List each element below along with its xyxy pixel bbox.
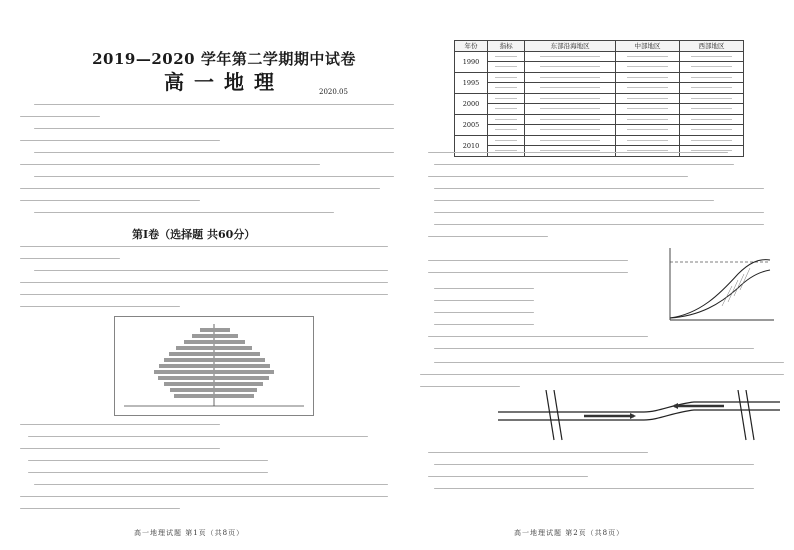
col-indicator: 指标: [488, 41, 525, 52]
col-year: 年份: [455, 41, 488, 52]
year-cell: 1995: [455, 72, 488, 93]
table-row: [455, 135, 744, 146]
population-table: [454, 40, 744, 157]
page-1-footer: 高一地理试题 第1页（共8页）: [134, 529, 245, 537]
population-pyramid-figure: [114, 316, 314, 416]
table-row: [455, 83, 744, 94]
year-cell: 2010: [455, 135, 488, 156]
traffic-map-figure: [494, 390, 784, 444]
col-west: 西部地区: [679, 41, 743, 52]
page-2: [414, 0, 788, 550]
col-east: 东部沿海地区: [525, 41, 616, 52]
population-capacity-figure: [660, 244, 778, 330]
table-row: [455, 114, 744, 125]
table-row: [455, 72, 744, 83]
table-row: [455, 51, 744, 62]
table-row: [455, 125, 744, 136]
page-2-footer: 高一地理试题 第2页（共8页）: [514, 529, 625, 537]
table-header-row: [455, 41, 744, 52]
year-cell: 2000: [455, 93, 488, 114]
table-row: [455, 104, 744, 115]
table-row: [455, 93, 744, 104]
part1-heading: 第Ⅰ卷（选择题 共60分）: [132, 228, 256, 241]
col-central: 中部地区: [615, 41, 679, 52]
page-1: [14, 0, 414, 550]
exam-subject: 高一地理: [164, 70, 284, 94]
year-cell: 1990: [455, 51, 488, 72]
exam-title: 2019—2020 学年第二学期期中试卷: [92, 50, 356, 68]
table-row: [455, 62, 744, 73]
table-row: [455, 146, 744, 157]
exam-date: 2020.05: [319, 88, 348, 96]
year-cell: 2005: [455, 114, 488, 135]
